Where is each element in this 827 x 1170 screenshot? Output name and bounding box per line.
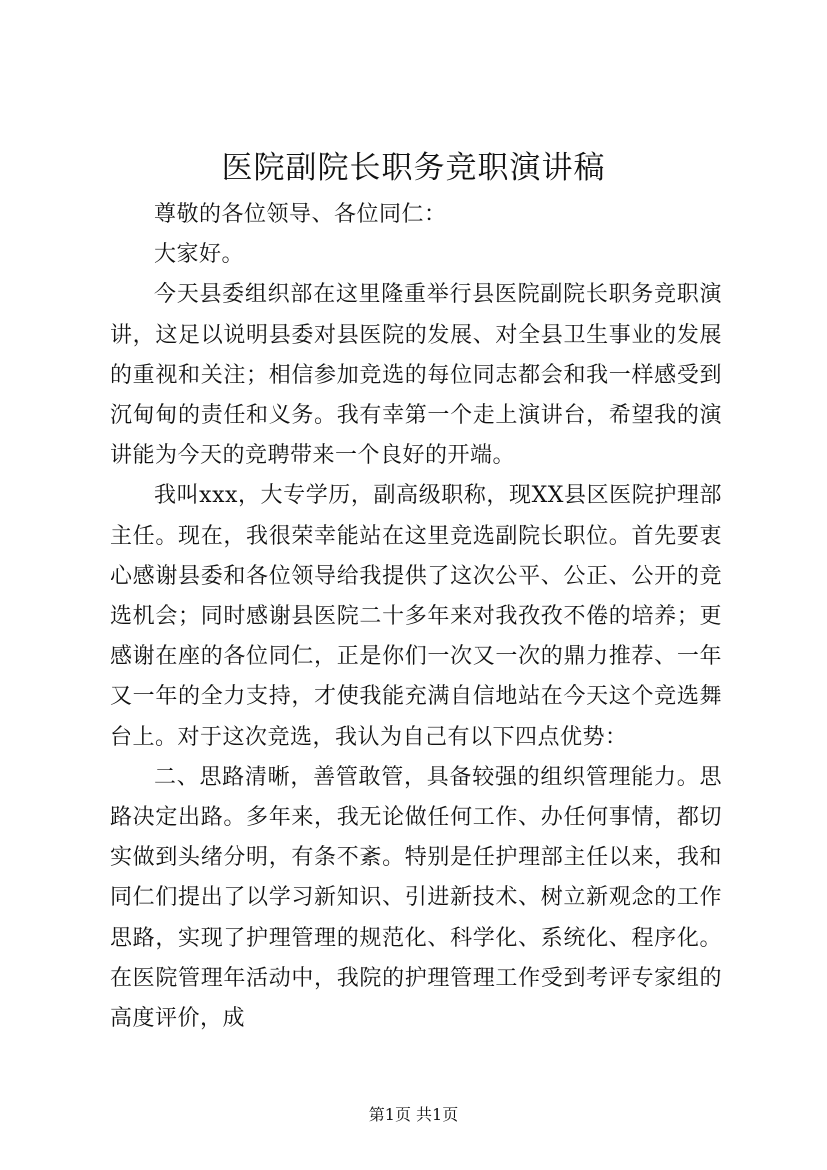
paragraph-salutation: 尊敬的各位领导、各位同仁： (154, 202, 447, 227)
document-body (110, 195, 722, 1039)
page-footer: 第1页 共1页 (368, 1105, 459, 1124)
paragraph-opening: 今天县委组织部在这里隆重举行县医院副院长职务竞职演讲，这足以说明县委对县医院的发展、对全县卫生事业的发展的重视和关注；相信参加竞选的每位同志都会和我一样感受到沉甸甸的责任和义务。我有幸第一个走上演讲台，希望我的演讲能为今天的竞聘带来一个良好的开端。 (110, 282, 722, 469)
document-title: 医院副院长职务竞职演讲稿 (221, 150, 606, 186)
paragraph-advantage-two: 二、思路清晰，善管敢管，具备较强的组织管理能力。思路决定出路。多年来，我无论做任何工作、办任何事情，都切实做到头绪分明，有条不紊。特别是任护理部主任以来，我和同仁们提出了以学习新知识、引进新技术、树立新观念的工作思路，实现了护理管理的规范化、科学化、系统化、程序化。在医院管理年活动中，我院的护理管理工作受到考评专家组的高度评价，成 (110, 764, 722, 1032)
paragraph-greeting: 大家好。 (154, 242, 245, 268)
paragraph-introduction: 我叫xxx，大专学历，副高级职称，现XX县区医院护理部主任。现在，我很荣幸能站在这里竞选副院长职位。首先要衷心感谢县委和各位领导给我提供了这次公平、公正、公开的竞选机会；同时感谢县医院二十多年来对我孜孜不倦的培养；更感谢在座的各位同仁，正是你们一次又一次的鼎力推荐、一年又一年的全力支持，才使我能充满自信地站在今天这个竞选舞台上。对于这次竞选，我认为自己有以下四点优势： (110, 483, 722, 750)
